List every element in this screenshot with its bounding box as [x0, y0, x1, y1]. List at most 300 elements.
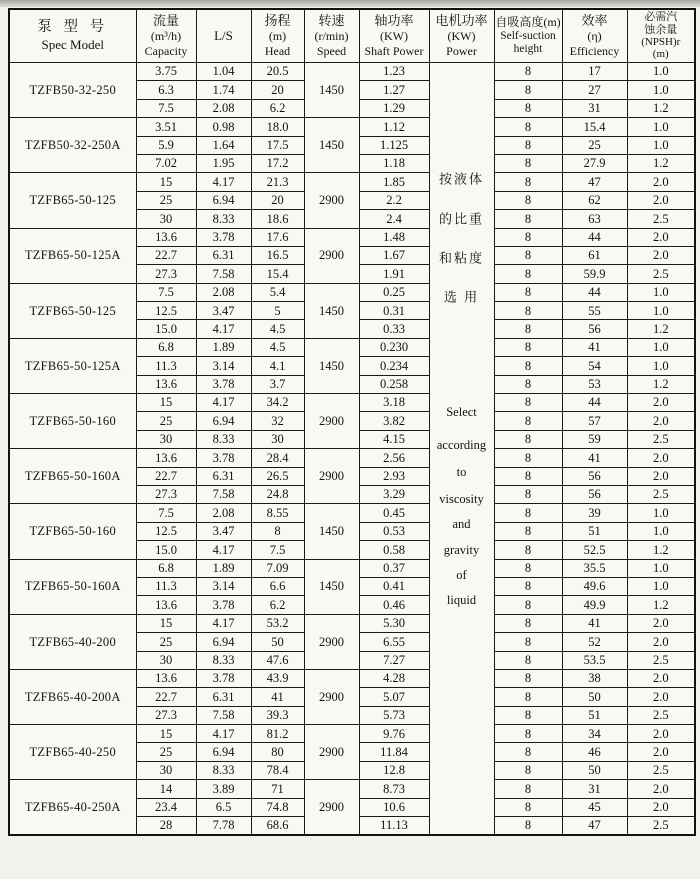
ls-cell: 7.78: [196, 817, 251, 835]
model-cell: TZFB65-50-125A: [9, 228, 136, 283]
head-cell: 17.2: [251, 154, 304, 172]
npsh-cell: 2.0: [627, 173, 695, 191]
col-header-line: (NPSH)r: [641, 36, 681, 48]
table-body: [9, 63, 695, 835]
speed-cell: 1450: [304, 559, 359, 614]
efficiency-cell: 63: [562, 210, 627, 228]
efficiency-cell: 25: [562, 136, 627, 154]
ls-cell: 2.08: [196, 283, 251, 301]
ls-cell: 8.33: [196, 651, 251, 669]
efficiency-cell: 35.5: [562, 559, 627, 577]
efficiency-cell: 55: [562, 302, 627, 320]
efficiency-cell: 53.5: [562, 651, 627, 669]
shaft-power-cell: 2.4: [359, 210, 429, 228]
efficiency-cell: 61: [562, 246, 627, 264]
efficiency-cell: 41: [562, 338, 627, 356]
npsh-cell: 1.0: [627, 357, 695, 375]
shaft-power-cell: 10.6: [359, 798, 429, 816]
shaft-power-cell: 6.55: [359, 633, 429, 651]
head-cell: 7.09: [251, 559, 304, 577]
head-cell: 16.5: [251, 246, 304, 264]
shaft-power-cell: 0.258: [359, 375, 429, 393]
ls-cell: 4.17: [196, 394, 251, 412]
col-header-line: Head: [264, 43, 291, 58]
efficiency-cell: 54: [562, 357, 627, 375]
capacity-cell: 11.3: [136, 577, 196, 595]
capacity-cell: 15: [136, 394, 196, 412]
power-note-line: Select: [446, 404, 477, 419]
col-header-line: (KW): [380, 29, 408, 44]
ls-cell: 3.14: [196, 357, 251, 375]
table-row: [9, 338, 695, 356]
efficiency-cell: 56: [562, 320, 627, 338]
npsh-cell: 2.5: [627, 430, 695, 448]
efficiency-cell: 45: [562, 798, 627, 816]
capacity-cell: 13.6: [136, 669, 196, 687]
capacity-cell: 5.9: [136, 136, 196, 154]
self-suction-cell: 8: [494, 467, 562, 485]
head-cell: 3.7: [251, 375, 304, 393]
power-note-line: 和粘度: [438, 250, 484, 266]
self-suction-cell: 8: [494, 669, 562, 687]
self-suction-cell: 8: [494, 577, 562, 595]
capacity-cell: 15: [136, 173, 196, 191]
ls-cell: 6.94: [196, 743, 251, 761]
shaft-power-cell: 1.48: [359, 228, 429, 246]
capacity-cell: 7.5: [136, 99, 196, 117]
capacity-cell: 25: [136, 633, 196, 651]
power-note-line: to: [456, 464, 467, 479]
efficiency-cell: 59.9: [562, 265, 627, 283]
power-note-line: viscosity: [439, 491, 484, 506]
power-note-line: of: [456, 567, 467, 582]
ls-cell: 8.33: [196, 430, 251, 448]
table-row: [9, 283, 695, 301]
shaft-power-cell: 0.37: [359, 559, 429, 577]
col-header-line: Power: [446, 43, 477, 58]
npsh-cell: 1.2: [627, 375, 695, 393]
ls-cell: 4.17: [196, 541, 251, 559]
col-header-line: 电机功率: [435, 13, 488, 29]
self-suction-cell: 8: [494, 210, 562, 228]
capacity-cell: 13.6: [136, 449, 196, 467]
head-cell: 4.1: [251, 357, 304, 375]
efficiency-cell: 31: [562, 99, 627, 117]
head-cell: 30: [251, 430, 304, 448]
col-header-motor-power: [429, 9, 494, 63]
speed-cell: 2900: [304, 173, 359, 228]
shaft-power-cell: 3.29: [359, 485, 429, 503]
capacity-cell: 25: [136, 743, 196, 761]
capacity-cell: 30: [136, 430, 196, 448]
head-cell: 21.3: [251, 173, 304, 191]
table-row: [9, 449, 695, 467]
table-row: [9, 780, 695, 798]
efficiency-cell: 38: [562, 669, 627, 687]
col-header-self-suction: [494, 9, 562, 63]
npsh-cell: 1.2: [627, 99, 695, 117]
npsh-cell: 2.0: [627, 246, 695, 264]
col-header-line: height: [513, 43, 543, 56]
npsh-cell: 2.5: [627, 761, 695, 779]
capacity-cell: 30: [136, 761, 196, 779]
efficiency-cell: 62: [562, 191, 627, 209]
shaft-power-cell: 4.28: [359, 669, 429, 687]
capacity-cell: 3.51: [136, 118, 196, 136]
table-row: [9, 228, 695, 246]
capacity-cell: 22.7: [136, 246, 196, 264]
npsh-cell: 2.0: [627, 633, 695, 651]
head-cell: 26.5: [251, 467, 304, 485]
head-cell: 47.6: [251, 651, 304, 669]
self-suction-cell: 8: [494, 688, 562, 706]
self-suction-cell: 8: [494, 541, 562, 559]
shaft-power-cell: 1.125: [359, 136, 429, 154]
ls-cell: 7.58: [196, 485, 251, 503]
shaft-power-cell: 7.27: [359, 651, 429, 669]
model-cell: TZFB50-32-250: [9, 63, 136, 118]
table-row: [9, 63, 695, 81]
capacity-cell: 22.7: [136, 467, 196, 485]
capacity-cell: 12.5: [136, 522, 196, 540]
col-header-shaft-power: [359, 9, 429, 63]
model-cell: TZFB65-40-250: [9, 725, 136, 780]
ls-cell: 1.95: [196, 154, 251, 172]
ls-cell: 1.89: [196, 338, 251, 356]
shaft-power-cell: 0.234: [359, 357, 429, 375]
efficiency-cell: 34: [562, 725, 627, 743]
head-cell: 4.5: [251, 338, 304, 356]
col-header-line: 转速: [318, 13, 345, 29]
model-cell: TZFB65-50-160A: [9, 559, 136, 614]
model-cell: TZFB50-32-250A: [9, 118, 136, 173]
capacity-cell: 6.3: [136, 81, 196, 99]
self-suction-cell: 8: [494, 725, 562, 743]
capacity-cell: 15.0: [136, 320, 196, 338]
efficiency-cell: 44: [562, 283, 627, 301]
shaft-power-cell: 0.25: [359, 283, 429, 301]
head-cell: 24.8: [251, 485, 304, 503]
model-cell: TZFB65-40-200: [9, 614, 136, 669]
head-cell: 34.2: [251, 394, 304, 412]
capacity-cell: 27.3: [136, 706, 196, 724]
shaft-power-cell: 1.67: [359, 246, 429, 264]
model-cell: TZFB65-50-160: [9, 394, 136, 449]
col-header-line: Efficiency: [569, 43, 620, 58]
capacity-cell: 28: [136, 817, 196, 835]
efficiency-cell: 51: [562, 706, 627, 724]
self-suction-cell: 8: [494, 99, 562, 117]
table-row: [9, 614, 695, 632]
ls-cell: 8.33: [196, 761, 251, 779]
capacity-cell: 15: [136, 725, 196, 743]
col-header-line: 自吸高度(m): [495, 15, 561, 30]
speed-cell: 2900: [304, 228, 359, 283]
npsh-cell: 1.2: [627, 320, 695, 338]
self-suction-cell: 8: [494, 706, 562, 724]
npsh-cell: 2.0: [627, 614, 695, 632]
col-header-ls: [196, 9, 251, 63]
ls-cell: 3.78: [196, 375, 251, 393]
capacity-cell: 15.0: [136, 541, 196, 559]
ls-cell: 6.94: [196, 633, 251, 651]
head-cell: 39.3: [251, 706, 304, 724]
power-note-line: 选 用: [443, 289, 480, 305]
npsh-cell: 1.0: [627, 577, 695, 595]
capacity-cell: 25: [136, 412, 196, 430]
efficiency-cell: 15.4: [562, 118, 627, 136]
efficiency-cell: 27.9: [562, 154, 627, 172]
npsh-cell: 2.0: [627, 725, 695, 743]
header-row: [9, 9, 695, 63]
head-cell: 17.5: [251, 136, 304, 154]
self-suction-cell: 8: [494, 302, 562, 320]
ls-cell: 6.31: [196, 467, 251, 485]
col-header-line: L/S: [214, 28, 233, 44]
ls-cell: 1.64: [196, 136, 251, 154]
efficiency-cell: 53: [562, 375, 627, 393]
efficiency-cell: 52: [562, 633, 627, 651]
shaft-power-cell: 5.73: [359, 706, 429, 724]
capacity-cell: 14: [136, 780, 196, 798]
npsh-cell: 2.0: [627, 412, 695, 430]
self-suction-cell: 8: [494, 228, 562, 246]
npsh-cell: 1.2: [627, 154, 695, 172]
head-cell: 18.6: [251, 210, 304, 228]
head-cell: 8: [251, 522, 304, 540]
self-suction-cell: 8: [494, 246, 562, 264]
shaft-power-cell: 8.73: [359, 780, 429, 798]
head-cell: 5.4: [251, 283, 304, 301]
shaft-power-cell: 5.30: [359, 614, 429, 632]
ls-cell: 1.89: [196, 559, 251, 577]
speed-cell: 2900: [304, 725, 359, 780]
ls-cell: 4.17: [196, 320, 251, 338]
head-cell: 6.6: [251, 577, 304, 595]
efficiency-cell: 17: [562, 63, 627, 81]
self-suction-cell: 8: [494, 633, 562, 651]
col-header-head: [251, 9, 304, 63]
capacity-cell: 22.7: [136, 688, 196, 706]
capacity-cell: 27.3: [136, 485, 196, 503]
head-cell: 6.2: [251, 99, 304, 117]
shaft-power-cell: 1.85: [359, 173, 429, 191]
col-header-line: Spec Model: [41, 36, 104, 52]
npsh-cell: 2.0: [627, 394, 695, 412]
head-cell: 18.0: [251, 118, 304, 136]
npsh-cell: 2.0: [627, 228, 695, 246]
head-cell: 71: [251, 780, 304, 798]
head-cell: 20: [251, 191, 304, 209]
npsh-cell: 2.0: [627, 743, 695, 761]
col-header-line: 必需汽: [644, 11, 678, 24]
power-note-line: gravity: [443, 542, 480, 557]
shaft-power-cell: 1.91: [359, 265, 429, 283]
shaft-power-cell: 0.53: [359, 522, 429, 540]
col-header-line: Speed: [316, 43, 347, 58]
efficiency-cell: 59: [562, 430, 627, 448]
npsh-cell: 1.0: [627, 136, 695, 154]
ls-cell: 1.74: [196, 81, 251, 99]
ls-cell: 4.17: [196, 725, 251, 743]
power-note-line: and: [452, 516, 471, 531]
col-header-speed: [304, 9, 359, 63]
self-suction-cell: 8: [494, 412, 562, 430]
self-suction-cell: 8: [494, 118, 562, 136]
self-suction-cell: 8: [494, 651, 562, 669]
self-suction-cell: 8: [494, 761, 562, 779]
npsh-cell: 1.0: [627, 302, 695, 320]
ls-cell: 1.04: [196, 63, 251, 81]
head-cell: 74.8: [251, 798, 304, 816]
col-header-line: 轴功率: [374, 13, 414, 29]
npsh-cell: 1.0: [627, 338, 695, 356]
ls-cell: 3.78: [196, 596, 251, 614]
efficiency-cell: 51: [562, 522, 627, 540]
col-header-line: 效率: [581, 13, 608, 29]
shaft-power-cell: 3.18: [359, 394, 429, 412]
self-suction-cell: 8: [494, 136, 562, 154]
model-cell: TZFB65-50-160A: [9, 449, 136, 504]
capacity-cell: 23.4: [136, 798, 196, 816]
npsh-cell: 1.0: [627, 283, 695, 301]
self-suction-cell: 8: [494, 357, 562, 375]
ls-cell: 3.47: [196, 522, 251, 540]
shaft-power-cell: 1.29: [359, 99, 429, 117]
capacity-cell: 30: [136, 651, 196, 669]
col-header-line: (KW): [447, 29, 476, 44]
ls-cell: 3.78: [196, 228, 251, 246]
npsh-cell: 2.0: [627, 780, 695, 798]
head-cell: 20: [251, 81, 304, 99]
ls-cell: 3.78: [196, 669, 251, 687]
npsh-cell: 2.0: [627, 688, 695, 706]
head-cell: 32: [251, 412, 304, 430]
efficiency-cell: 57: [562, 412, 627, 430]
capacity-cell: 13.6: [136, 375, 196, 393]
capacity-cell: 6.8: [136, 338, 196, 356]
scan-edge-shadow: [0, 0, 700, 7]
col-header-line: 流量: [152, 13, 179, 29]
col-header-line: (η): [587, 29, 602, 44]
col-header-model: [9, 9, 136, 63]
table-row: [9, 669, 695, 687]
head-cell: 78.4: [251, 761, 304, 779]
head-cell: 4.5: [251, 320, 304, 338]
col-header-line: 泵 型 号: [37, 19, 109, 36]
speed-cell: 2900: [304, 669, 359, 724]
shaft-power-cell: 2.56: [359, 449, 429, 467]
npsh-cell: 2.5: [627, 485, 695, 503]
self-suction-cell: 8: [494, 154, 562, 172]
ls-cell: 3.14: [196, 577, 251, 595]
speed-cell: 1450: [304, 63, 359, 118]
shaft-power-cell: 12.8: [359, 761, 429, 779]
col-header-line: Capacity: [144, 43, 188, 58]
npsh-cell: 2.0: [627, 449, 695, 467]
npsh-cell: 2.5: [627, 651, 695, 669]
efficiency-cell: 56: [562, 485, 627, 503]
shaft-power-cell: 0.33: [359, 320, 429, 338]
efficiency-cell: 49.9: [562, 596, 627, 614]
head-cell: 28.4: [251, 449, 304, 467]
col-header-line: 蚀余量: [644, 23, 678, 36]
ls-cell: 7.58: [196, 706, 251, 724]
power-note-line: 按液体: [438, 171, 484, 187]
efficiency-cell: 41: [562, 449, 627, 467]
self-suction-cell: 8: [494, 394, 562, 412]
power-note-line: 的比重: [438, 211, 484, 227]
ls-cell: 7.58: [196, 265, 251, 283]
npsh-cell: 2.5: [627, 706, 695, 724]
efficiency-cell: 46: [562, 743, 627, 761]
npsh-cell: 2.5: [627, 265, 695, 283]
head-cell: 43.9: [251, 669, 304, 687]
self-suction-cell: 8: [494, 798, 562, 816]
power-note-line: according: [436, 437, 487, 452]
capacity-cell: 30: [136, 210, 196, 228]
self-suction-cell: 8: [494, 430, 562, 448]
head-cell: 53.2: [251, 614, 304, 632]
ls-cell: 6.31: [196, 246, 251, 264]
shaft-power-cell: 9.76: [359, 725, 429, 743]
table-header: [9, 9, 695, 63]
shaft-power-cell: 0.45: [359, 504, 429, 522]
shaft-power-cell: 2.93: [359, 467, 429, 485]
ls-cell: 0.98: [196, 118, 251, 136]
shaft-power-cell: 1.23: [359, 63, 429, 81]
ls-cell: 6.94: [196, 191, 251, 209]
shaft-power-cell: 2.2: [359, 191, 429, 209]
efficiency-cell: 44: [562, 394, 627, 412]
table-row: [9, 559, 695, 577]
capacity-cell: 15: [136, 614, 196, 632]
shaft-power-cell: 0.41: [359, 577, 429, 595]
speed-cell: 1450: [304, 118, 359, 173]
head-cell: 17.6: [251, 228, 304, 246]
table-row: [9, 725, 695, 743]
model-cell: TZFB65-50-160: [9, 504, 136, 559]
shaft-power-cell: 1.27: [359, 81, 429, 99]
power-note-line: liquid: [446, 592, 477, 607]
ls-cell: 8.33: [196, 210, 251, 228]
self-suction-cell: 8: [494, 504, 562, 522]
self-suction-cell: 8: [494, 485, 562, 503]
head-cell: 6.2: [251, 596, 304, 614]
efficiency-cell: 50: [562, 761, 627, 779]
table-row: [9, 173, 695, 191]
head-cell: 5: [251, 302, 304, 320]
self-suction-cell: 8: [494, 780, 562, 798]
shaft-power-cell: 5.07: [359, 688, 429, 706]
table-row: [9, 394, 695, 412]
efficiency-cell: 47: [562, 173, 627, 191]
npsh-cell: 2.0: [627, 191, 695, 209]
capacity-cell: 25: [136, 191, 196, 209]
col-header-npsh: [627, 9, 695, 63]
col-header-line: (m): [268, 29, 287, 44]
efficiency-cell: 47: [562, 817, 627, 835]
speed-cell: 1450: [304, 283, 359, 338]
npsh-cell: 1.0: [627, 504, 695, 522]
head-cell: 15.4: [251, 265, 304, 283]
self-suction-cell: 8: [494, 63, 562, 81]
col-header-line: 扬程: [264, 13, 291, 29]
col-header-line: (m): [652, 48, 669, 61]
shaft-power-cell: 3.82: [359, 412, 429, 430]
self-suction-cell: 8: [494, 614, 562, 632]
capacity-cell: 13.6: [136, 228, 196, 246]
